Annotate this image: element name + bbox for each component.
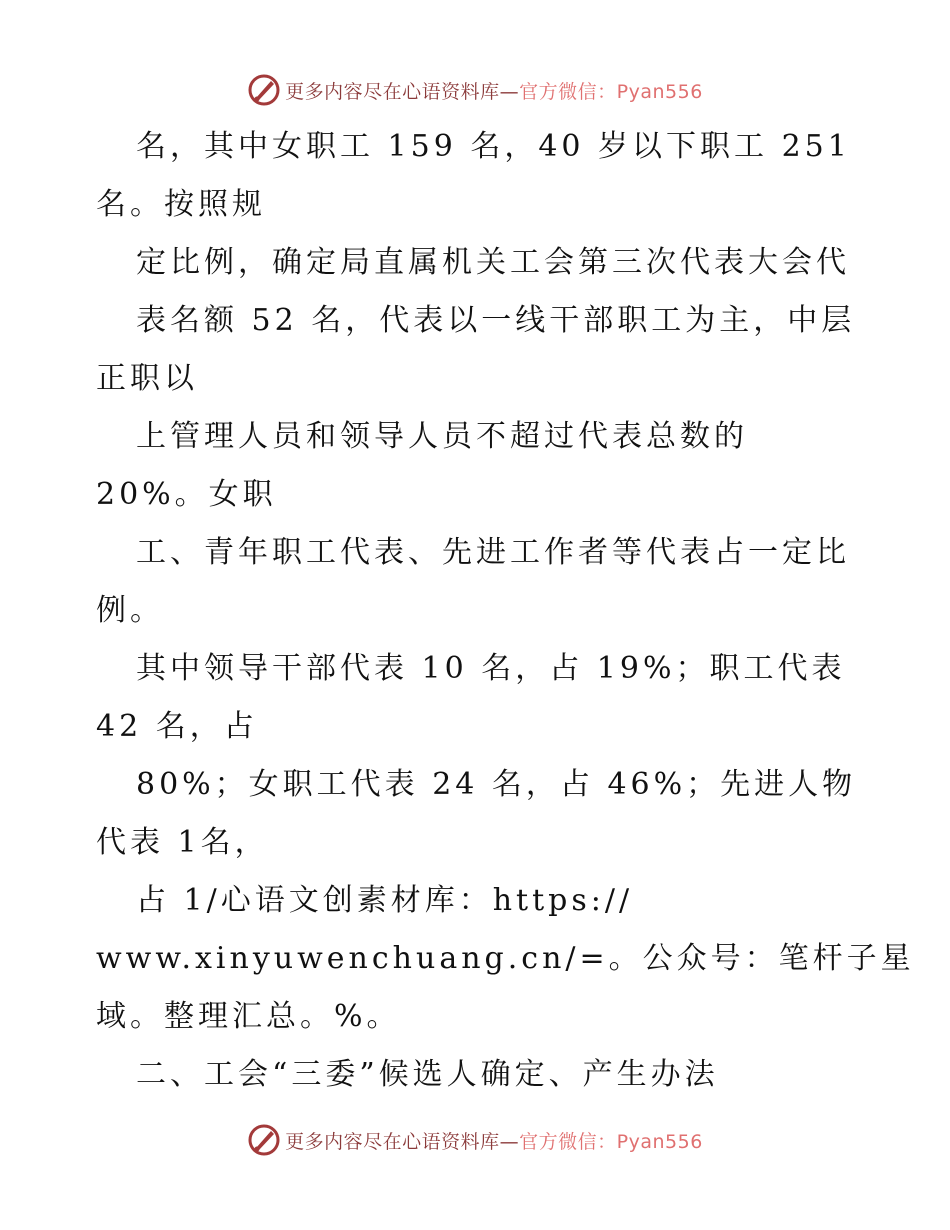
text-line: 例。 bbox=[96, 593, 164, 628]
footer-banner bbox=[0, 1120, 950, 1160]
text-line: 80%；女职工代表 24 名，占 46%；先进人物 bbox=[136, 767, 857, 802]
brush-logo-icon bbox=[247, 1123, 281, 1157]
text-line: www.xinyuwenchuang.cn/=。公众号：笔杆子星 bbox=[96, 941, 915, 976]
text-line: 名，其中女职工 159 名，40 岁以下职工 251 bbox=[136, 129, 851, 164]
text-line: 工、青年职工代表、先进工作者等代表占一定比 bbox=[136, 535, 850, 570]
text-line: 名。按照规 bbox=[96, 187, 266, 222]
text-line: 20%。女职 bbox=[96, 477, 277, 512]
text-line: 占 1/心语文创素材库：https:// bbox=[136, 883, 634, 918]
text-line: 42 名，占 bbox=[96, 709, 258, 744]
text-line: 代表 1名， bbox=[96, 825, 269, 860]
brush-logo-icon bbox=[247, 73, 281, 107]
text-line: 表名额 52 名，代表以一线干部职工为主，中层 bbox=[136, 303, 856, 338]
text-line: 域。整理汇总。%。 bbox=[96, 999, 401, 1034]
text-line: 二、工会“三委”候选人确定、产生办法 bbox=[136, 1057, 719, 1092]
footer-banner-text: 更多内容尽在心语资料库—官方微信：Pyan556 bbox=[285, 1130, 703, 1153]
text-line: 其中领导干部代表 10 名，占 19%；职工代表 bbox=[136, 651, 846, 686]
document-body bbox=[96, 118, 915, 1104]
text-line: 定比例，确定局直属机关工会第三次代表大会代 bbox=[136, 245, 850, 280]
header-banner-text: 更多内容尽在心语资料库—官方微信：Pyan556 bbox=[285, 80, 703, 103]
text-line: 正职以 bbox=[96, 361, 198, 396]
text-line: 上管理人员和领导人员不超过代表总数的 bbox=[136, 419, 748, 454]
header-banner bbox=[0, 70, 950, 110]
